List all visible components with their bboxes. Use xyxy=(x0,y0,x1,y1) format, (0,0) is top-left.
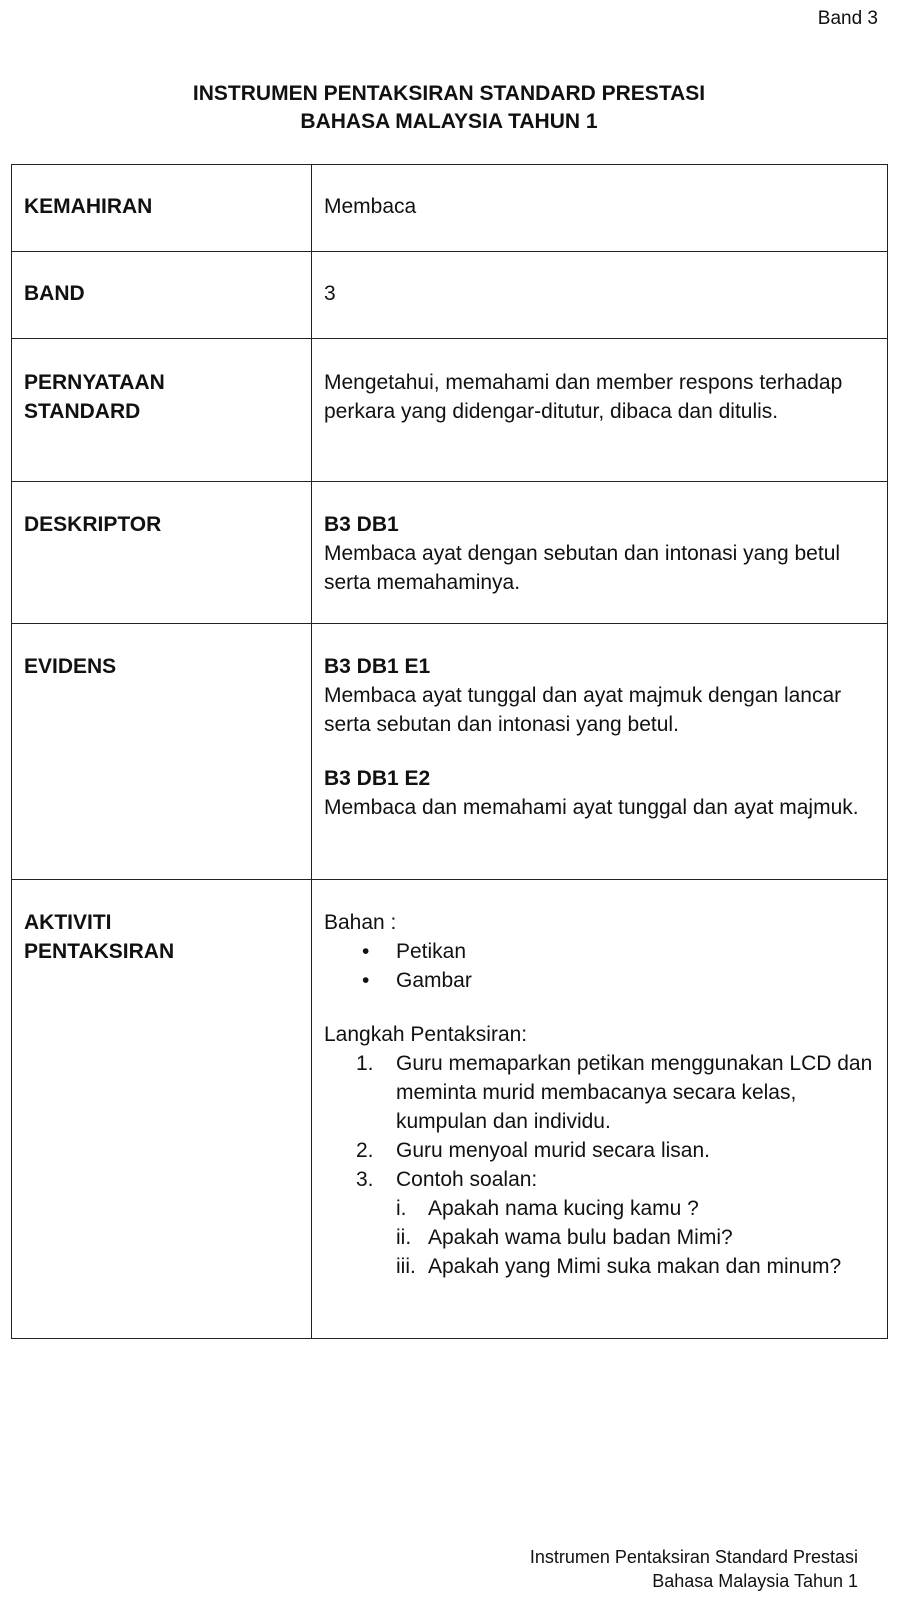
pernyataan-label-line-2: STANDARD xyxy=(24,400,141,423)
langkah-text: Guru menyoal murid secara lisan. xyxy=(396,1139,710,1162)
soalan-text: Apakah yang Mimi suka makan dan minum? xyxy=(428,1255,842,1278)
deskriptor-content xyxy=(324,482,875,597)
table-row-evidens xyxy=(12,624,888,880)
deskriptor-text: Membaca ayat dengan sebutan dan intonasi yang betul serta memahaminya. xyxy=(324,542,841,594)
kemahiran-label: KEMAHIRAN xyxy=(24,195,153,218)
pernyataan-value: Mengetahui, memahami dan member respons terhadap perkara yang didengar-ditutur, dibaca dan ditulis. xyxy=(324,371,843,423)
langkah-number: 1. xyxy=(356,1052,374,1075)
soalan-item xyxy=(396,1252,875,1281)
bahan-list xyxy=(324,937,875,995)
table-row-aktiviti xyxy=(12,880,888,1339)
evidens-code: B3 DB1 E2 xyxy=(324,767,431,790)
evidens-text: Membaca ayat tunggal dan ayat majmuk dengan lancar serta sebutan dan intonasi yang betul. xyxy=(324,684,842,736)
band-value: 3 xyxy=(324,282,336,305)
table-row-band xyxy=(12,252,888,339)
soalan-number: i. xyxy=(396,1197,407,1220)
footer-line-2: Bahasa Malaysia Tahun 1 xyxy=(652,1571,858,1591)
evidens-label: EVIDENS xyxy=(24,655,117,678)
bahan-item: • Gambar xyxy=(362,966,875,995)
deskriptor-label: DESKRIPTOR xyxy=(24,513,162,536)
langkah-text: Contoh soalan: xyxy=(396,1168,538,1191)
langkah-heading: Langkah Pentaksiran: xyxy=(324,1023,528,1046)
langkah-item xyxy=(356,1136,875,1165)
aktiviti-content xyxy=(324,880,875,1281)
band-label: BAND xyxy=(24,282,85,305)
evidens-content xyxy=(324,624,875,822)
soalan-item xyxy=(396,1194,875,1223)
title-line-2: BAHASA MALAYSIA TAHUN 1 xyxy=(300,110,598,133)
title-line-1: INSTRUMEN PENTAKSIRAN STANDARD PRESTASI xyxy=(192,82,706,105)
page-footer xyxy=(530,1545,858,1593)
soalan-item xyxy=(396,1223,875,1252)
evidens-code: B3 DB1 E1 xyxy=(324,655,431,678)
table-row-deskriptor xyxy=(12,482,888,624)
langkah-text: Guru memaparkan petikan menggunakan LCD dan meminta murid membacanya secara kelas, kumpulan dan individu. xyxy=(396,1052,873,1133)
langkah-list xyxy=(324,1049,875,1281)
kemahiran-value: Membaca xyxy=(324,195,417,218)
soalan-text: Apakah nama kucing kamu ? xyxy=(428,1197,699,1220)
soalan-list xyxy=(396,1194,875,1281)
table-row-pernyataan xyxy=(12,339,888,482)
footer-line-1: Instrumen Pentaksiran Standard Prestasi xyxy=(529,1547,858,1567)
langkah-item xyxy=(356,1049,875,1136)
document-title xyxy=(0,80,898,136)
table-row-kemahiran xyxy=(12,165,888,252)
bahan-heading: Bahan : xyxy=(324,911,397,934)
bahan-item: • Petikan xyxy=(362,937,875,966)
langkah-number: 2. xyxy=(356,1139,374,1162)
page-band-label: Band 3 xyxy=(817,8,878,29)
soalan-number: iii. xyxy=(396,1255,416,1278)
assessment-table xyxy=(11,164,888,1339)
aktiviti-label-line-2: PENTAKSIRAN xyxy=(24,940,175,963)
aktiviti-label-line-1: AKTIVITI xyxy=(24,911,112,934)
soalan-number: ii. xyxy=(396,1226,412,1249)
pernyataan-label xyxy=(24,339,299,426)
deskriptor-code: B3 DB1 xyxy=(324,513,399,536)
pernyataan-label-line-1: PERNYATAAN xyxy=(24,371,165,394)
evidens-text: Membaca dan memahami ayat tunggal dan ayat majmuk. xyxy=(324,796,859,819)
aktiviti-label xyxy=(24,880,299,966)
langkah-item xyxy=(356,1165,875,1281)
soalan-text: Apakah wama bulu badan Mimi? xyxy=(428,1226,733,1249)
langkah-number: 3. xyxy=(356,1168,374,1191)
